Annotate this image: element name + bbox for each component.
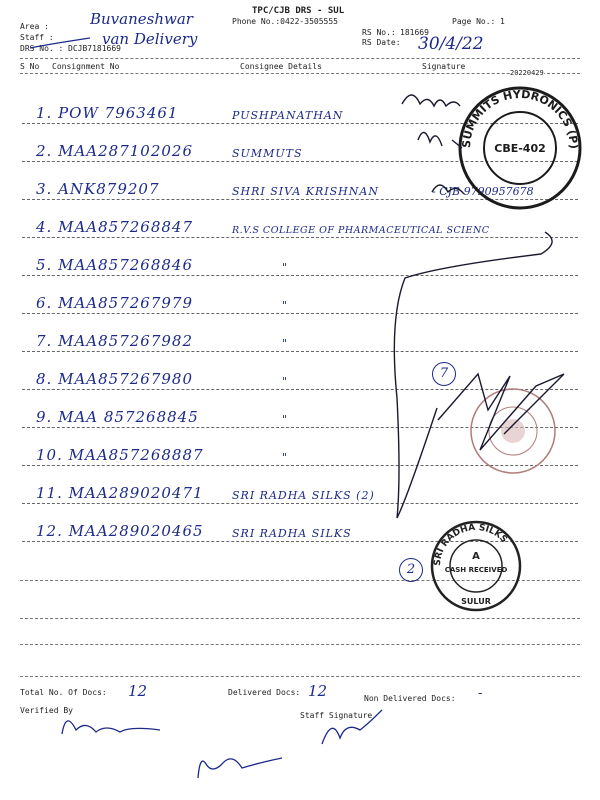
consignment-number: 4. MAA857268847 [36, 218, 193, 236]
col-consignment: Consignment No [52, 62, 120, 71]
consignee-name: SRI RADHA SILKS [232, 527, 352, 540]
delivered-docs-label: Delivered Docs: [228, 688, 301, 697]
large-signature-scribble [438, 374, 564, 450]
print-date: 20220429 [510, 69, 544, 77]
consignment-number: 2. MAA287102026 [36, 142, 193, 160]
summits-stamp-ring-text: SUMMITS HYDRONICS (P) LIMITED [450, 76, 581, 150]
consignee-name: " [282, 451, 289, 464]
col-sno: S No [20, 62, 40, 71]
consignee-name: SRI RADHA SILKS (2) [232, 489, 375, 502]
circled-seven: 7 [432, 362, 456, 386]
rs-no-value: 181669 [400, 28, 429, 37]
signature-row-2 [418, 132, 462, 148]
radha-stamp-center: CASH RECEIVED [444, 566, 508, 574]
consignment-number: 11. MAA289020471 [36, 484, 204, 502]
radha-stamp-ring-text: SRI RADHA SILKS [432, 522, 509, 567]
circled-two: 2 [399, 558, 423, 582]
rs-no-label: RS No.: [362, 28, 396, 37]
phone-number: Phone No.:0422-3505555 [232, 17, 338, 26]
consignee-name: R.V.S COLLEGE OF PHARMACEUTICAL SCIENC [232, 225, 490, 236]
staff-label: Staff : [20, 33, 54, 42]
consignee-name: " [282, 261, 289, 274]
total-docs-label: Total No. Of Docs: [20, 688, 107, 697]
consignee-name: " [282, 413, 289, 426]
page-no-label: Page No.: [452, 17, 496, 26]
consignee-phone: - CJB 9790957678 [432, 185, 534, 198]
non-delivered-docs-label: Non Delivered Docs: [364, 694, 456, 703]
signature-row-1 [402, 95, 460, 106]
verified-by-signature [62, 721, 160, 734]
consignment-number: 6. MAA857267979 [36, 294, 193, 312]
total-docs-value: 12 [128, 682, 148, 700]
rs-date-label: RS Date: [362, 38, 401, 47]
consignment-number: 5. MAA857268846 [36, 256, 193, 274]
consignee-name: SUMMUTS [232, 147, 303, 160]
staff-signature-label: Staff Signature [300, 711, 373, 720]
consignee-name: PUSHPANATHAN [232, 109, 344, 122]
handwritten-area: Buvaneshwar [90, 10, 193, 28]
verified-by-label: Verified By [20, 706, 73, 715]
area-underline [30, 38, 90, 48]
radha-stamp-bottom: SULUR [461, 597, 491, 606]
page-no-value: 1 [500, 17, 505, 26]
drs-no-label: DRS No. : [20, 44, 64, 53]
delivered-docs-value: 12 [308, 682, 328, 700]
non-delivered-docs-value: - [478, 686, 483, 701]
col-consignee: Consignee Details [240, 62, 322, 71]
consignment-number: 8. MAA857267980 [36, 370, 193, 388]
drs-no-value: DCJB7181669 [68, 44, 121, 53]
col-signature: Signature [422, 62, 466, 71]
signature-row-3 [432, 185, 464, 194]
consignment-number: 9. MAA 857268845 [36, 408, 199, 426]
rs-date-value: 30/4/22 [418, 34, 484, 54]
consignment-number: 1. POW 7963461 [36, 104, 179, 122]
consignment-number: 7. MAA857267982 [36, 332, 193, 350]
consignment-number: 10. MAA857268887 [36, 446, 204, 464]
handwritten-staff: van Delivery [102, 30, 198, 48]
bottom-initial-signature [198, 758, 282, 778]
summits-stamp-center-text: CBE-402 [494, 142, 546, 155]
bracket-rows-4-10 [394, 232, 552, 518]
consignment-number: 12. MAA289020465 [36, 522, 204, 540]
area-label: Area : [20, 22, 49, 31]
footer-divider [20, 676, 580, 677]
consignee-name: " [282, 337, 289, 350]
consignee-name: " [282, 299, 289, 312]
document-title: TPC/CJB DRS - SUL [252, 6, 345, 16]
radha-stamp-a: A [472, 551, 480, 562]
consignee-name: SHRI SIVA KRISHNAN [232, 185, 379, 198]
consignment-number: 3. ANK879207 [36, 180, 160, 198]
consignee-name: " [282, 375, 289, 388]
